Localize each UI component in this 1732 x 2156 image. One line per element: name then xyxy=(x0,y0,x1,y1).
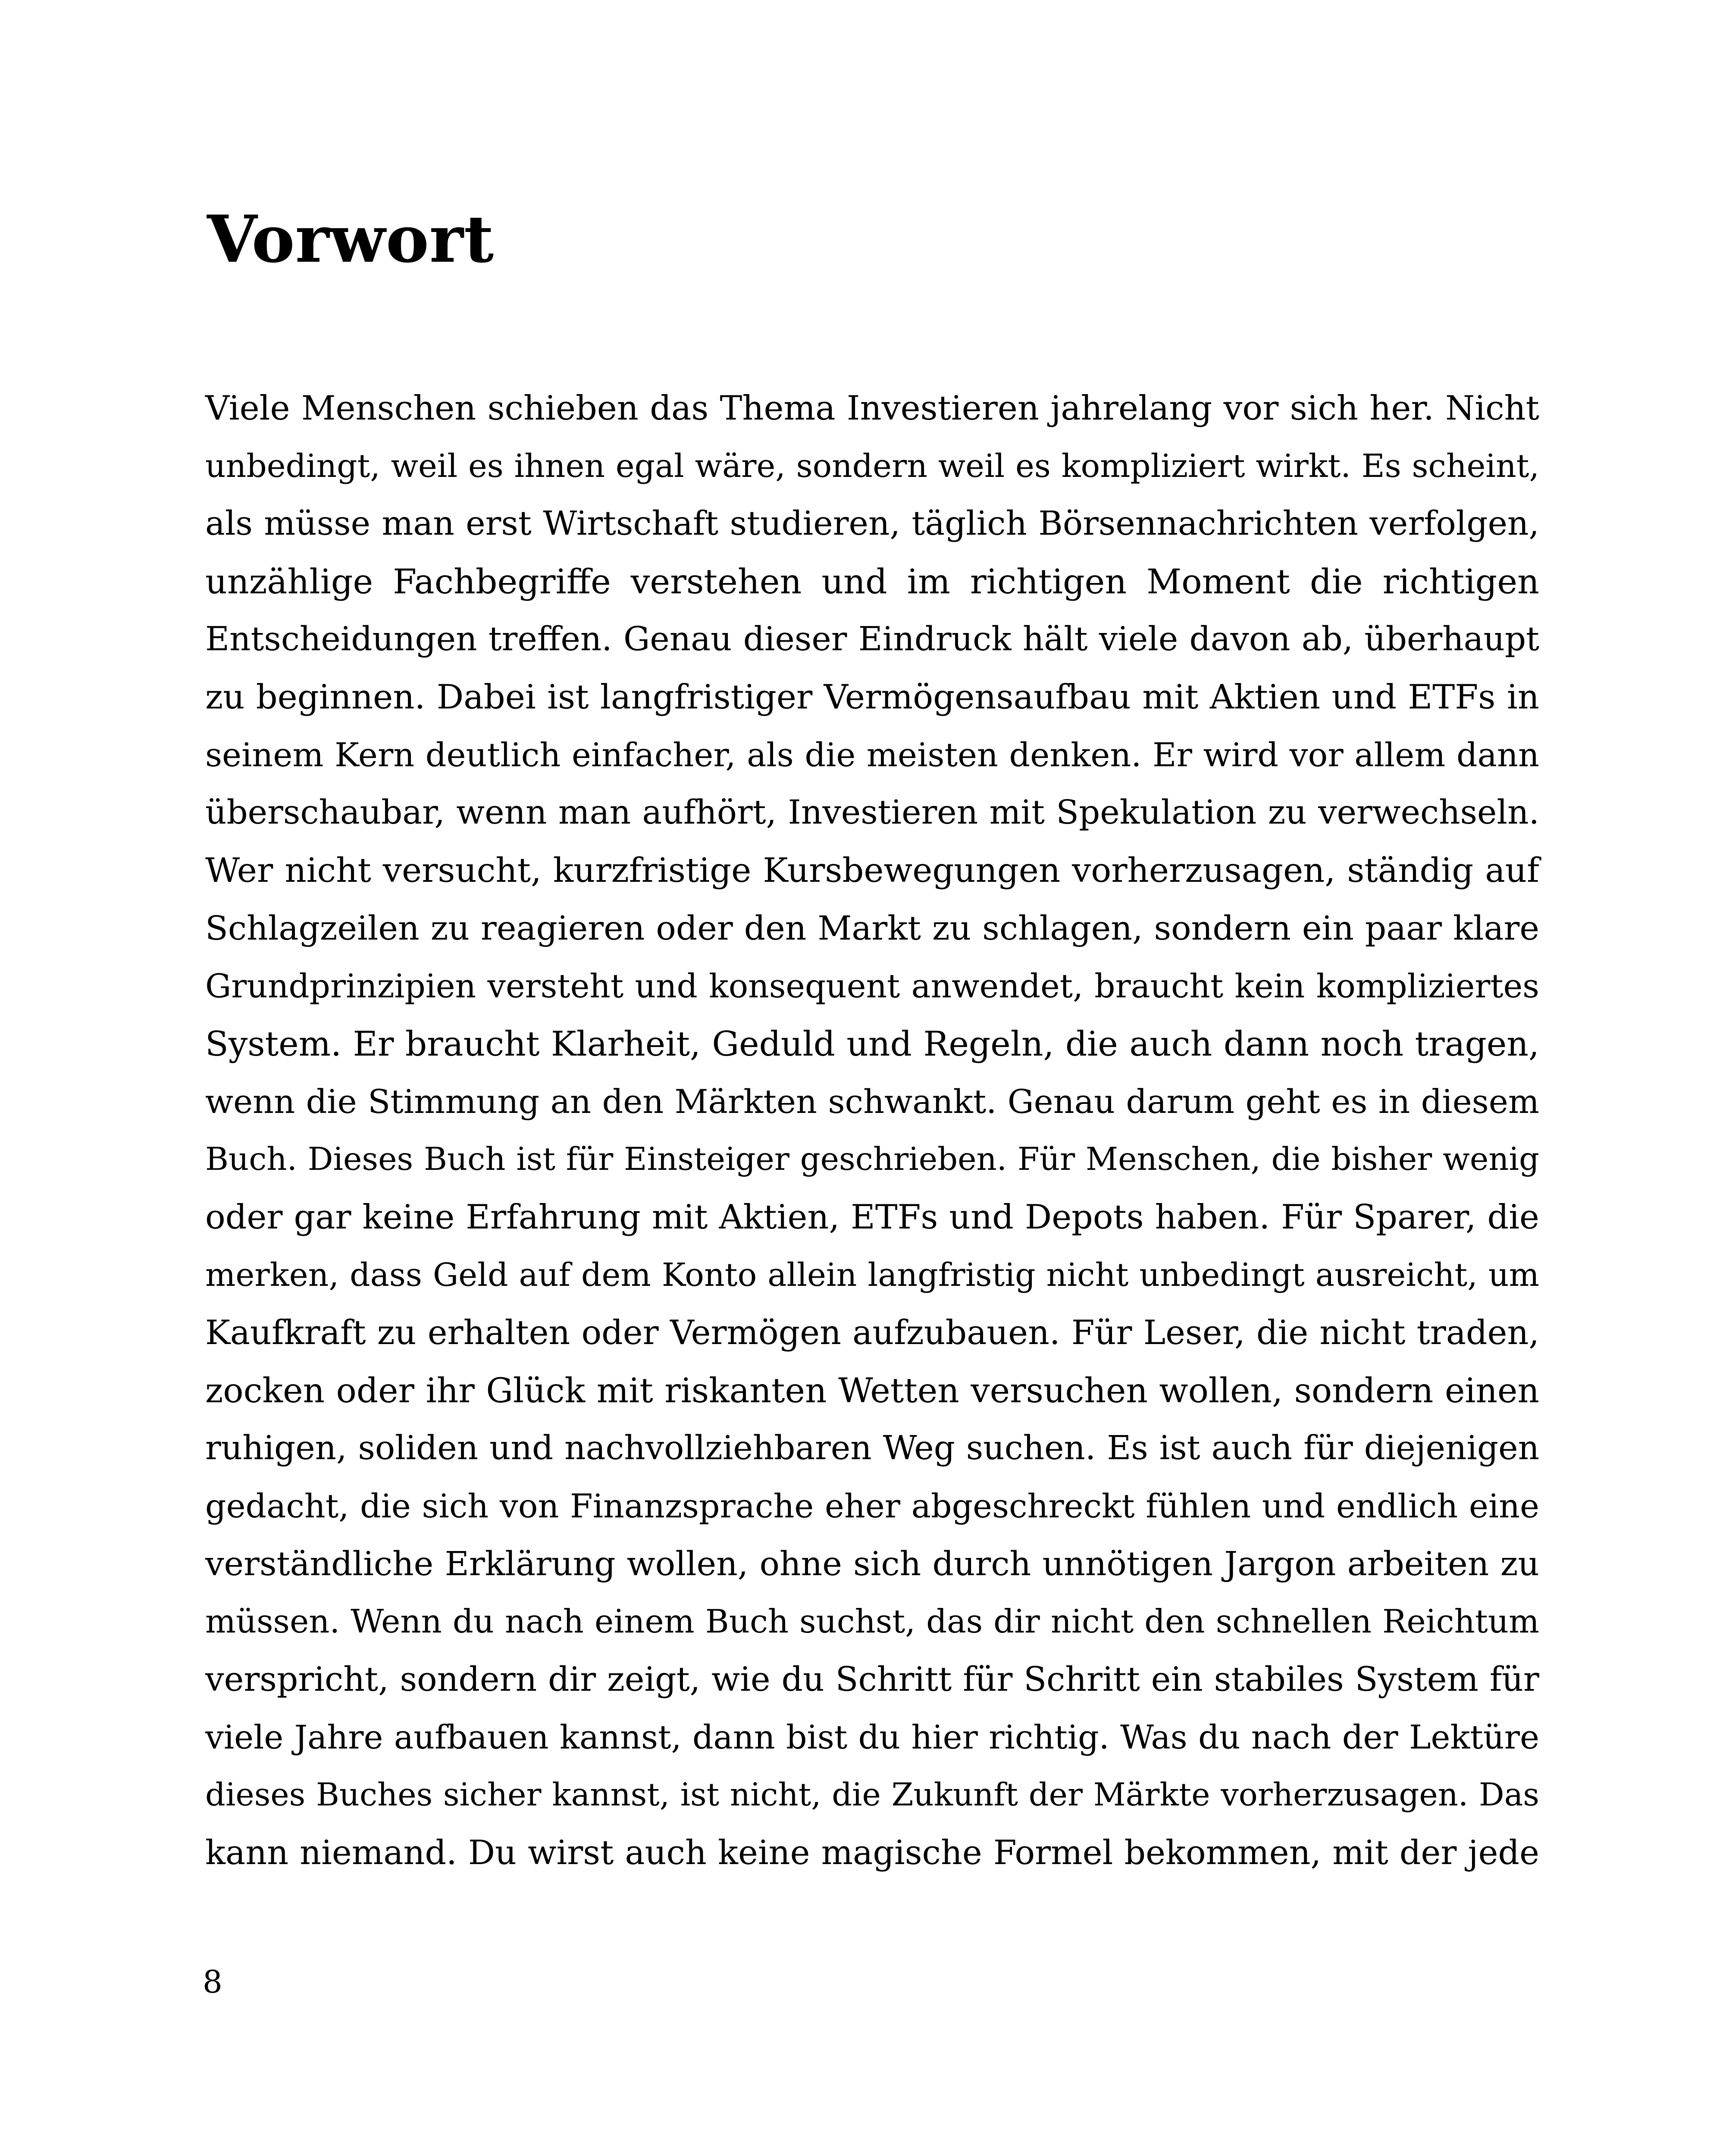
text-line: System. Er braucht Klarheit, Geduld und Regeln, die auch dann noch tragen, xyxy=(205,1024,1539,1064)
text-line: dieses Buches sicher kannst, ist nicht, die Zukunft der Märkte vorherzusagen. Das xyxy=(205,1777,1539,1813)
text-line: ruhigen, soliden und nachvollziehbaren Weg suchen. Es ist auch für diejenigen xyxy=(205,1429,1539,1467)
text-line: Wer nicht versucht, kurzfristige Kursbewegungen vorherzusagen, ständig auf xyxy=(205,851,1539,890)
text-line: unbedingt, weil es ihnen egal wäre, sondern weil es kompliziert wirkt. Es scheint, xyxy=(205,448,1539,485)
text-line: Entscheidungen treffen. Genau dieser Eindruck hält viele davon ab, überhaupt xyxy=(205,620,1539,658)
page-number: 8 xyxy=(203,1964,222,2000)
text-line: merken, dass Geld auf dem Konto allein langfristig nicht unbedingt ausreicht, um xyxy=(205,1256,1539,1294)
text-line: Grundprinzipien versteht und konsequent anwendet, braucht kein kompliziertes xyxy=(205,967,1539,1005)
text-line: als müsse man erst Wirtschaft studieren, täglich Börsennachrichten verfolgen, xyxy=(205,505,1539,543)
text-line: überschaubar, wenn man aufhört, Investieren mit Spekulation zu verwechseln. xyxy=(205,793,1539,832)
body-paragraph xyxy=(205,379,1539,1882)
text-line: oder gar keine Erfahrung mit Aktien, ETFs und Depots haben. Für Sparer, die xyxy=(205,1198,1539,1237)
text-line: Viele Menschen schieben das Thema Investieren jahrelang vor sich her. Nicht xyxy=(205,389,1539,428)
text-line: müssen. Wenn du nach einem Buch suchst, das dir nicht den schnellen Reichtum xyxy=(205,1603,1539,1640)
text-line: gedacht, die sich von Finanzsprache eher abgeschreckt fühlen und endlich eine xyxy=(205,1487,1539,1525)
text-line: zocken oder ihr Glück mit riskanten Wetten versuchen wollen, sondern einen xyxy=(205,1371,1539,1410)
chapter-heading: Vorwort xyxy=(207,201,495,277)
text-line: zu beginnen. Dabei ist langfristiger Vermögensaufbau mit Aktien und ETFs in xyxy=(205,678,1539,717)
text-line: Kaufkraft zu erhalten oder Vermögen aufzubauen. Für Leser, die nicht traden, xyxy=(205,1313,1539,1352)
text-line: kann niemand. Du wirst auch keine magische Formel bekommen, mit der jede xyxy=(205,1833,1539,1872)
text-line: unzählige Fachbegriffe verstehen und im richtigen Moment die richtigen xyxy=(205,562,1539,602)
text-line: wenn die Stimmung an den Märkten schwankt. Genau darum geht es in diesem xyxy=(205,1082,1539,1121)
text-line: verspricht, sondern dir zeigt, wie du Schritt für Schritt ein stabiles System für xyxy=(205,1660,1539,1699)
text-line: Schlagzeilen zu reagieren oder den Markt zu schlagen, sondern ein paar klare xyxy=(205,909,1539,948)
text-line: viele Jahre aufbauen kannst, dann bist du hier richtig. Was du nach der Lektüre xyxy=(205,1718,1539,1756)
text-line: verständliche Erklärung wollen, ohne sich durch unnötigen Jargon arbeiten zu xyxy=(205,1545,1539,1583)
text-line: seinem Kern deutlich einfacher, als die meisten denken. Er wird vor allem dann xyxy=(205,736,1539,774)
text-line: Buch. Dieses Buch ist für Einsteiger geschrieben. Für Menschen, die bisher wenig xyxy=(205,1141,1539,1178)
